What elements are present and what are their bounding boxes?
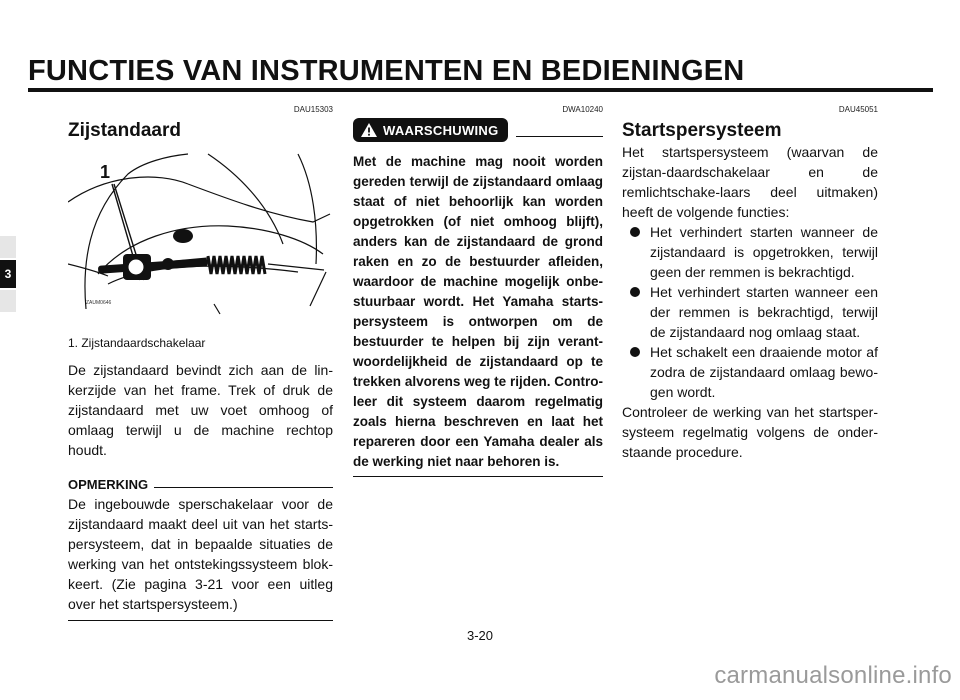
middle-column — [353, 104, 603, 477]
bullet-icon — [630, 287, 640, 297]
warning-header — [353, 118, 603, 142]
body-paragraph: De zijstandaard bevindt zich aan de lin-kerzijde van het frame. Trek of druk de zijstandaard met uw voet omhoog of omlaag terwijl u de machine rechtop houdt. — [68, 362, 333, 458]
list-item-text: Het verhindert starten wanneer de zijstandaard is opgetrokken, terwijl geen der remmen is bekrachtigd. — [650, 224, 878, 280]
intro-paragraph: Het startspersysteem (waarvan de zijstan-daardschakelaar en de remlichtschake-laars deel uitmaken) heeft de volgende functies: — [622, 144, 878, 220]
warning-end-rule — [353, 476, 603, 477]
reference-code: DWA10240 — [562, 105, 603, 114]
chapter-tab-band — [0, 290, 16, 312]
figure-callout-number: 1 — [100, 162, 111, 182]
list-item-text: Het schakelt een draaiende motor af zodra de zijstandaard omlaag bewo-gen wordt. — [650, 344, 878, 400]
page-number: 3-20 — [466, 628, 494, 643]
title-rule — [28, 88, 933, 92]
figure-caption: 1. Zijstandaardschakelaar — [68, 336, 206, 350]
outro-paragraph: Controleer de werking van het startsper-systeem regelmatig volgens de onder-staande procedure. — [622, 404, 878, 460]
right-column — [622, 104, 878, 462]
note-rule — [154, 487, 333, 488]
function-list — [622, 222, 878, 402]
section-heading: Startspersysteem — [622, 120, 782, 141]
reference-code: DAU15303 — [293, 105, 333, 114]
left-column — [68, 104, 333, 621]
note-header — [68, 474, 333, 494]
note-end-rule — [68, 620, 333, 621]
section-heading: Zijstandaard — [68, 120, 181, 141]
warning-rule — [516, 136, 603, 137]
page-title: FUNCTIES VAN INSTRUMENTEN EN BEDIENINGEN — [28, 55, 745, 87]
reference-code: DAU45051 — [838, 105, 878, 114]
note-text: De ingebouwde sperschakelaar voor de zijstandaard maakt deel uit van het starts-persysteem, dat in bepaalde situaties de werking van het ontstekingssysteem blok-keert. (Zie pagina 3-21 voor een uitleg over het startspersysteem.) — [68, 496, 333, 612]
warning-triangle-icon — [361, 123, 377, 137]
chapter-tab[interactable]: 3 — [0, 260, 16, 288]
warning-label: WAARSCHUWING — [383, 122, 499, 138]
watermark[interactable]: carmanualsonline.info — [714, 662, 952, 689]
chapter-tab-band — [0, 236, 16, 258]
bullet-icon — [630, 227, 640, 237]
list-item — [628, 222, 878, 282]
bullet-icon — [630, 347, 640, 357]
warning-badge — [353, 118, 508, 142]
list-item — [628, 282, 878, 342]
figure-code: ZAUM0646 — [86, 300, 112, 306]
sidestand-figure — [68, 144, 333, 319]
list-item — [628, 342, 878, 402]
list-item-text: Het verhindert starten wanneer een der remmen is bekrachtigd, terwijl de zijstandaard nog omlaag staat. — [650, 284, 878, 340]
note-label: OPMERKING — [68, 476, 149, 492]
warning-text: Met de machine mag nooit worden gereden terwijl de zijstandaard omlaag staat of niet behoorlijk kan worden opgetrokken (of niet omhoog blijft), anders kan de zijstandaard de grond raken en zo de bestuurder afleiden, waardoor de machine mogelijk onbe-stuurbaar wordt. Het Yamaha starts-persysteem is ontworpen om de bestuurder te helpen bij zijn verant-woordelijkheid de zijstandaard op te trekken alvorens weg te rijden. Contro-leer dit systeem daarom regelmatig zoals hierna beschreven en laat het repareren door een Yamaha dealer als de werking niet naar behoren is. — [353, 154, 603, 469]
